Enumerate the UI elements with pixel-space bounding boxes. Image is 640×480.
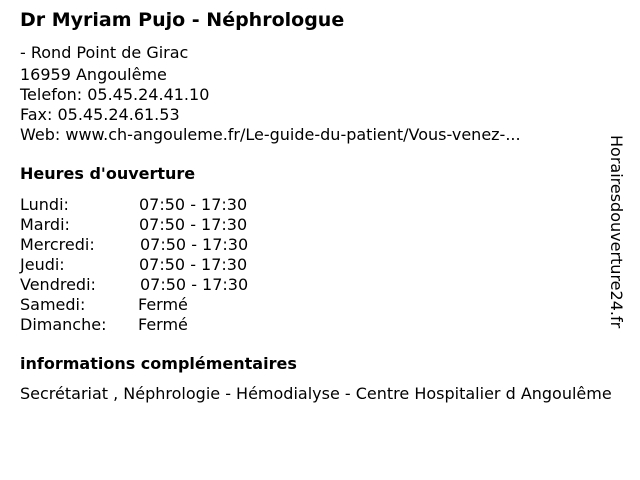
address-street: - Rond Point de Girac [20,43,189,62]
hours-time-value: Fermé [138,315,188,334]
hours-day-label: Lundi: [20,195,69,214]
additional-info-text: Secrétariat , Néphrologie - Hémodialyse - Centre Hospitalier d Angoulême [20,384,612,403]
hours-time-value: 07:50 - 17:30 [139,195,248,214]
site-brand-vertical[interactable]: Horairesdouverture24.fr [607,135,626,329]
hours-day-label: Mardi: [20,215,70,234]
phone-number[interactable]: Telefon: 05.45.24.41.10 [20,85,210,104]
hours-day-label: Samedi: [20,295,86,314]
address-city: 16959 Angoulême [20,65,167,84]
hours-day-label: Vendredi: [20,275,96,294]
page-title: Dr Myriam Pujo - Néphrologue [20,9,345,31]
hours-time-value: Fermé [138,295,188,314]
hours-time-value: 07:50 - 17:30 [140,275,249,294]
hours-time-value: 07:50 - 17:30 [139,255,248,274]
additional-info-heading: informations complémentaires [20,354,297,373]
hours-day-label: Jeudi: [20,255,65,274]
opening-hours-heading: Heures d'ouverture [20,164,196,183]
hours-time-value: 07:50 - 17:30 [140,235,249,254]
hours-day-label: Dimanche: [20,315,107,334]
hours-day-label: Mercredi: [20,235,95,254]
fax-number: Fax: 05.45.24.61.53 [20,105,180,124]
website-link[interactable]: Web: www.ch-angouleme.fr/Le-guide-du-patient/Vous-venez-... [20,125,521,144]
hours-time-value: 07:50 - 17:30 [139,215,248,234]
